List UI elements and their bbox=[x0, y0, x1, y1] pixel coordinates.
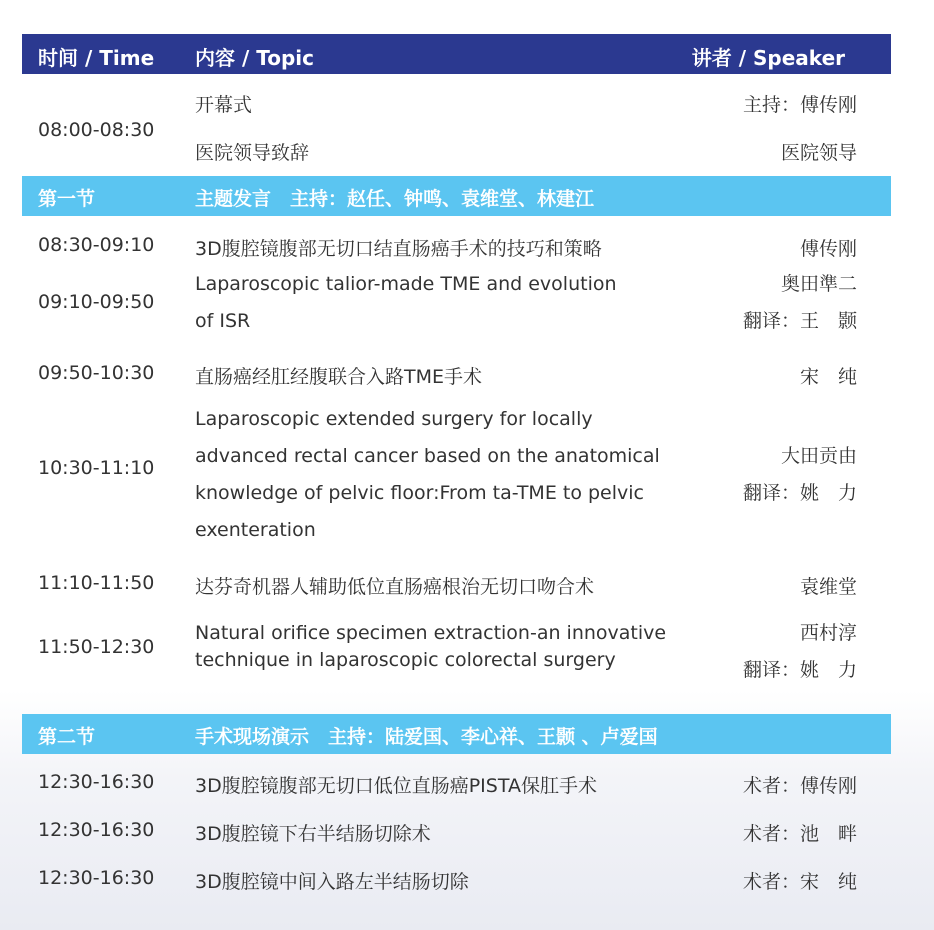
table-row bbox=[22, 402, 891, 568]
table-row bbox=[22, 358, 891, 402]
topic-cell: 医院领导致辞 bbox=[195, 142, 310, 164]
table-row bbox=[22, 858, 891, 906]
topic-line: Laparoscopic talior-made TME and evolution bbox=[195, 273, 617, 295]
topic-line: advanced rectal cancer based on the anatomical bbox=[195, 445, 660, 467]
speaker-line: 术者：池 畔 bbox=[742, 823, 857, 845]
table-row bbox=[22, 810, 891, 858]
time-cell: 08:00-08:30 bbox=[38, 119, 155, 141]
speaker-line: 奥田準二 bbox=[780, 273, 857, 295]
topic-line: Natural orifice specimen extraction-an innovative bbox=[195, 622, 667, 644]
speaker-line: 翻译：姚 力 bbox=[742, 659, 857, 681]
topic-line: 3D腹腔镜腹部无切口结直肠癌手术的技巧和策略 bbox=[195, 238, 602, 260]
header-time: 时间 / Time bbox=[38, 46, 155, 70]
topic-cell bbox=[195, 234, 715, 261]
time-cell: 09:50-10:30 bbox=[38, 362, 155, 384]
time-cell: 11:10-11:50 bbox=[38, 572, 155, 594]
section-label: 第一节 bbox=[38, 188, 96, 210]
speaker-cell: 主持：傅传刚 bbox=[742, 94, 857, 116]
topic-cell bbox=[195, 572, 715, 599]
speaker-cell bbox=[743, 771, 857, 798]
schedule-table bbox=[22, 34, 891, 906]
speaker-line: 术者：傅传刚 bbox=[742, 775, 857, 797]
time-cell: 12:30-16:30 bbox=[38, 771, 155, 793]
time-cell: 12:30-16:30 bbox=[38, 819, 155, 841]
topic-line: 3D腹腔镜下右半结肠切除术 bbox=[195, 823, 431, 845]
topic-line: 3D腹腔镜中间入路左半结肠切除 bbox=[195, 871, 469, 893]
speaker-cell bbox=[800, 362, 857, 389]
speaker-line: 翻译：王 颢 bbox=[742, 310, 857, 332]
time-cell: 08:30-09:10 bbox=[38, 234, 155, 256]
topic-cell bbox=[195, 266, 715, 340]
table-row bbox=[22, 754, 891, 810]
speaker-line: 大田贡由 bbox=[780, 445, 857, 467]
topic-cell bbox=[195, 867, 715, 894]
section-title: 手术现场演示 主持：陆爱国、李心祥、王颢 、卢爱国 bbox=[195, 726, 658, 748]
table-row bbox=[22, 612, 891, 714]
speaker-cell bbox=[743, 438, 857, 512]
speaker-cell bbox=[743, 615, 857, 689]
speaker-line: 西村淳 bbox=[799, 622, 857, 644]
time-cell: 11:50-12:30 bbox=[38, 636, 155, 658]
speaker-cell bbox=[743, 266, 857, 340]
speaker-cell bbox=[743, 819, 857, 846]
speaker-cell: 医院领导 bbox=[780, 142, 857, 164]
topic-cell bbox=[195, 771, 715, 798]
table-row bbox=[22, 216, 891, 272]
topic-cell bbox=[195, 620, 715, 674]
speaker-line: 宋 纯 bbox=[799, 366, 857, 388]
topic-line: of ISR bbox=[195, 310, 251, 332]
topic-line: technique in laparoscopic colorectal surgery bbox=[195, 649, 616, 671]
speaker-cell bbox=[800, 572, 857, 599]
topic-cell: 开幕式 bbox=[195, 94, 253, 116]
time-cell: 09:10-09:50 bbox=[38, 291, 155, 313]
speaker-line: 袁维堂 bbox=[799, 576, 857, 598]
topic-line: Laparoscopic extended surgery for locally bbox=[195, 408, 593, 430]
time-cell: 10:30-11:10 bbox=[38, 457, 155, 479]
speaker-cell bbox=[743, 867, 857, 894]
speaker-line: 傅传刚 bbox=[799, 238, 857, 260]
topic-cell bbox=[195, 401, 715, 549]
table-row bbox=[22, 568, 891, 612]
speaker-line: 翻译：姚 力 bbox=[742, 482, 857, 504]
header-speaker: 讲者 / Speaker bbox=[691, 46, 845, 70]
table-header bbox=[22, 34, 891, 74]
topic-cell bbox=[195, 819, 715, 846]
section-header bbox=[22, 176, 891, 216]
time-cell: 12:30-16:30 bbox=[38, 867, 155, 889]
table-row bbox=[22, 272, 891, 358]
header-topic: 内容 / Topic bbox=[195, 46, 314, 70]
section-title: 主题发言 主持：赵任、钟鸣、袁维堂、林建江 bbox=[195, 188, 595, 210]
speaker-line: 术者：宋 纯 bbox=[742, 871, 857, 893]
topic-line: 3D腹腔镜腹部无切口低位直肠癌PISTA保肛手术 bbox=[195, 775, 597, 797]
speaker-cell bbox=[800, 234, 857, 261]
opening-block bbox=[22, 74, 891, 176]
topic-cell bbox=[195, 362, 715, 389]
section-label: 第二节 bbox=[38, 726, 96, 748]
section-header bbox=[22, 714, 891, 754]
topic-line: 直肠癌经肛经腹联合入路TME手术 bbox=[195, 366, 483, 388]
topic-line: exenteration bbox=[195, 519, 316, 541]
topic-line: knowledge of pelvic floor:From ta-TME to pelvic bbox=[195, 482, 644, 504]
topic-line: 达芬奇机器人辅助低位直肠癌根治无切口吻合术 bbox=[195, 576, 595, 598]
